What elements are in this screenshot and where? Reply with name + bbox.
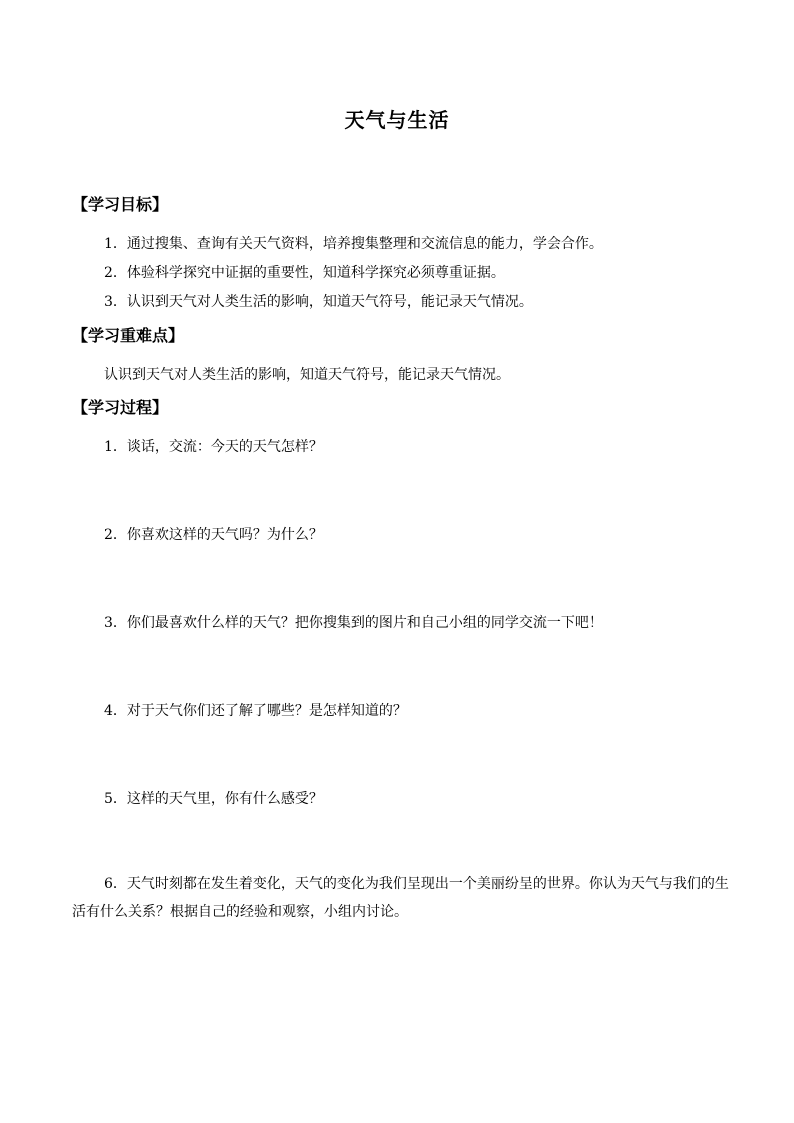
process-item-2: 2．你喜欢这样的天气吗？为什么？ [104, 527, 323, 543]
section-heading-key-points: 【学习重难点】 [72, 326, 185, 345]
process-item-6: 6．天气时刻都在发生着变化，天气的变化为我们呈现出一个美丽纷呈的世界。你认为天气与我们的生活有什么关系？根据自己的经验和观察，小组内讨论。 [72, 876, 729, 920]
document-title: 天气与生活 [344, 108, 450, 132]
process-item-1: 1．谈话，交流：今天的天气怎样？ [104, 439, 323, 455]
key-points-text: 认识到天气对人类生活的影响，知道天气符号，能记录天气情况。 [104, 367, 510, 383]
section-heading-process: 【学习过程】 [72, 398, 169, 417]
goal-item-1: 1．通过搜集、查询有关天气资料，培养搜集整理和交流信息的能力，学会合作。 [104, 236, 603, 252]
process-item-4: 4．对于天气你们还了解了哪些？是怎样知道的？ [104, 703, 407, 719]
goal-item-3: 3．认识到天气对人类生活的影响，知道天气符号，能记录天气情况。 [104, 294, 533, 310]
goal-item-2: 2．体验科学探究中证据的重要性，知道科学探究必须尊重证据。 [104, 265, 505, 281]
section-heading-goals: 【学习目标】 [72, 195, 169, 214]
process-item-3: 3．你们最喜欢什么样的天气？把你搜集到的图片和自己小组的同学交流一下吧！ [104, 615, 603, 631]
process-item-5: 5．这样的天气里，你有什么感受？ [104, 791, 323, 807]
